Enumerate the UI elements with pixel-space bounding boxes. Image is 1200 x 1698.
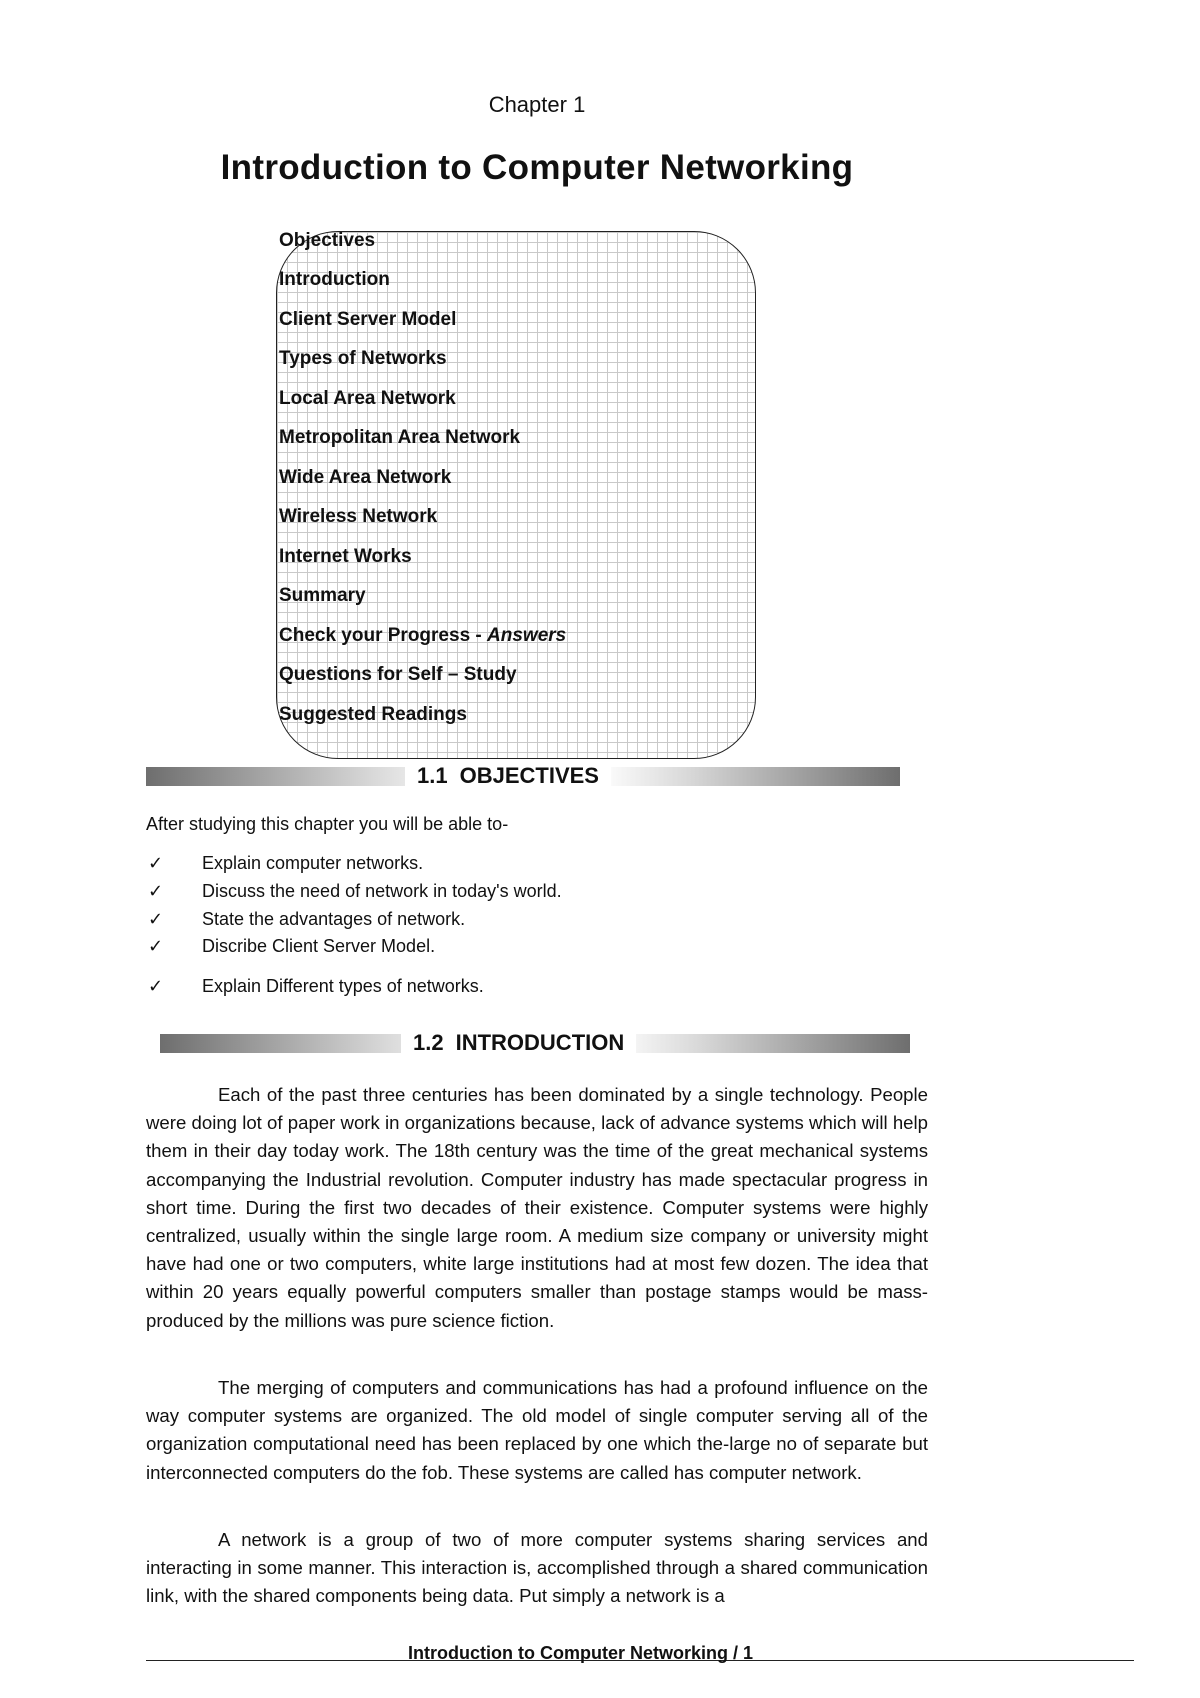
objective-text: Discribe Client Server Model. [202,936,436,956]
checkmark-icon: ✓ [148,976,164,996]
chapter-label: Chapter 1 [488,92,586,117]
objective-text: Explain computer networks. [202,853,424,873]
contents-item: Internet Works [279,546,412,567]
contents-item: Wireless Network [279,506,438,527]
contents-item: Questions for Self – Study [279,664,517,685]
contents-item-text: Check your Progress - [279,625,488,646]
checkmark-icon: ✓ [148,936,164,956]
section-number: 1.1 [417,763,448,788]
objectives-intro: After studying this chapter you will be able to- [146,814,509,834]
body-paragraph [146,1374,928,1487]
paragraph-text: Each of the past three centuries has been dominated by a single technology. People were doing lot of paper work in organizations because, lack of advance systems which will help them in their day today work. The 18th century was the time of the great mechanical systems accompanying the Industrial revolution. Computer industry has made spectacular progress in short time. During the first two decades of their existence. Computer systems were highly centralized, usually within the single large room. A medium size company or university might have had one or two computers, white large institutions had at most few dozen. The idea that within 20 years equally powerful computers smaller than postage stamps would be mass-produced by the millions was pure science fiction. [146,1084,928,1331]
contents-item: Client Server Model [279,309,457,330]
checkmark-icon: ✓ [148,881,164,901]
body-paragraph [146,1526,928,1611]
objective-item [148,976,484,997]
paragraph-text: The merging of computers and communications has had a profound influence on the way computer systems are organized. The old model of single computer serving all of the organization computational need has been replaced by one which the-large no of separate but interconnected computers do the fob. These systems are called has computer network. [146,1377,928,1483]
checkmark-icon: ✓ [148,853,164,873]
contents-item [279,625,566,647]
section-heading-introduction [401,1030,636,1056]
chapter-title: Introduction to Computer Networking [220,148,854,187]
contents-item-emphasis: Answers [487,625,567,646]
paragraph-text: A network is a group of two of more computer systems sharing services and interacting in some manner. This interaction is, accomplished through a shared communication link, with the shared components being data. Put simply a network is a [146,1529,928,1607]
objective-text: Discuss the need of network in today's world. [202,881,562,901]
checkmark-icon: ✓ [148,909,164,929]
contents-item: Types of Networks [279,348,447,369]
objective-text: State the advantages of network. [202,909,466,929]
section-title: INTRODUCTION [455,1030,625,1055]
contents-item: Metropolitan Area Network [279,427,521,448]
contents-item: Objectives [279,230,376,251]
contents-item: Summary [279,585,366,606]
section-title: OBJECTIVES [459,763,599,788]
page-footer: Introduction to Computer Networking / 1 [408,1643,753,1663]
section-heading-objectives [405,763,611,789]
contents-item: Wide Area Network [279,467,452,488]
objective-item [148,853,423,874]
objective-text: Explain Different types of networks. [202,976,484,996]
objective-item [148,881,562,902]
contents-item: Suggested Readings [279,704,467,725]
objective-item [148,936,435,957]
contents-item: Local Area Network [279,388,456,409]
body-paragraph [146,1081,928,1335]
section-number: 1.2 [413,1030,444,1055]
contents-item: Introduction [279,269,390,290]
objective-item [148,909,465,930]
